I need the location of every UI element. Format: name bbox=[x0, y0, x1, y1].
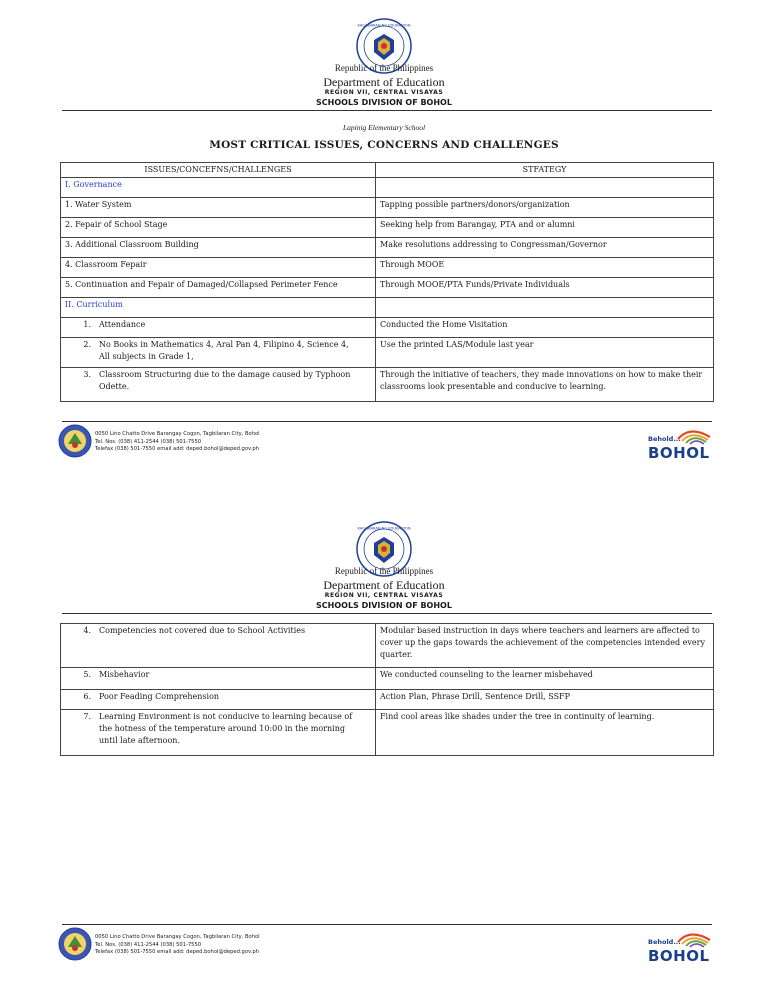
issue-cell bbox=[61, 338, 376, 368]
bohol-text: BOHOL bbox=[648, 947, 710, 965]
issue-cell bbox=[61, 668, 376, 690]
issue-text: Classroom Structuring due to the damage caused by Typhoon Odette. bbox=[99, 370, 351, 391]
table-row bbox=[61, 198, 714, 218]
page-2 bbox=[0, 503, 768, 1006]
section-row-governance bbox=[61, 178, 714, 198]
section-label: II. Curriculum bbox=[61, 298, 376, 318]
behold-bohol-logo bbox=[638, 425, 716, 461]
issue-cell: 1. Water System bbox=[61, 198, 376, 218]
issue-text: No Books in Mathematics 4, Aral Pan 4, Filipino 4, Science 4, All subjects in Grade 1, bbox=[99, 340, 349, 361]
strategy-cell: Make resolutions addressing to Congressman/Governor bbox=[376, 238, 714, 258]
issue-cell: 4. Classroom Fepair bbox=[61, 258, 376, 278]
table-row bbox=[61, 318, 714, 338]
table-row bbox=[61, 668, 714, 690]
header-divider bbox=[62, 110, 712, 111]
table-row bbox=[61, 710, 714, 756]
issue-text: Competencies not covered due to School Activities bbox=[99, 626, 306, 635]
empty-cell bbox=[376, 178, 714, 198]
behold-text: Behold... bbox=[648, 938, 681, 946]
strategy-cell: Conducted the Home Visitation bbox=[376, 318, 714, 338]
strategy-cell: Use the printed LAS/Module last year bbox=[376, 338, 714, 368]
document-title: MOST CRITICAL ISSUES, CONCERNS AND CHALLENGES bbox=[209, 139, 559, 151]
issue-cell: 2. Fepair of School Stage bbox=[61, 218, 376, 238]
column-header-issues: ISSUES/CONCEFNS/CHALLENGES bbox=[61, 163, 376, 178]
issue-text: Poor Feading Comprehension bbox=[99, 692, 220, 701]
issue-cell bbox=[61, 368, 376, 402]
strategy-cell: Modular based instruction in days where teachers and learners are affected to cover up the gaps towards the achievement of the competencies intended every quarter. bbox=[376, 624, 714, 668]
header-division: SCHOOLS DIVISION OF BOHOL bbox=[316, 601, 452, 610]
issues-table bbox=[60, 162, 714, 402]
footer-address: 0050 Lino Chatto Drive Barangay Cogon, Tagbilaran City, Bohol bbox=[95, 431, 260, 437]
header-region: REGION VII, CENTRAL VISAYAS bbox=[324, 89, 444, 96]
behold-bohol-logo bbox=[638, 928, 716, 964]
footer-divider bbox=[62, 924, 712, 925]
header-department: Department of Education bbox=[323, 578, 445, 592]
issues-table-continued bbox=[60, 623, 714, 756]
header-department: Department of Education bbox=[323, 75, 445, 89]
footer-tel: Tel. Nos. (038) 411-2544 (038) 501-7550 bbox=[95, 941, 202, 948]
strategy-cell: Through MOOE bbox=[376, 258, 714, 278]
table-row bbox=[61, 258, 714, 278]
footer-contact bbox=[95, 431, 260, 454]
header-divider bbox=[62, 613, 712, 614]
row-number: 5. bbox=[83, 670, 91, 679]
footer-divider bbox=[62, 421, 712, 422]
row-number: 4. bbox=[83, 626, 91, 635]
division-seal-icon bbox=[58, 424, 92, 458]
column-header-strategy: STFATEGY bbox=[376, 163, 714, 178]
strategy-cell: Find cool areas like shades under the tree in continuity of learning. bbox=[376, 710, 714, 756]
table-row bbox=[61, 278, 714, 298]
footer-tel: Tel. Nos. (038) 411-2544 (038) 501-7550 bbox=[95, 438, 202, 445]
empty-cell bbox=[376, 298, 714, 318]
table-row bbox=[61, 238, 714, 258]
division-seal-icon bbox=[58, 927, 92, 961]
issue-cell: 3. Additional Classroom Building bbox=[61, 238, 376, 258]
strategy-cell: Through MOOE/PTA Funds/Private Individuals bbox=[376, 278, 714, 298]
row-number: 1. bbox=[83, 320, 91, 329]
strategy-cell: We conducted counseling to the learner misbehaved bbox=[376, 668, 714, 690]
issue-cell bbox=[61, 690, 376, 710]
footer-contact bbox=[95, 934, 260, 957]
strategy-cell: Tapping possible partners/donors/organization bbox=[376, 198, 714, 218]
table-row bbox=[61, 368, 714, 402]
header-republic: Republic of the Philippines bbox=[334, 566, 434, 576]
table-row bbox=[61, 624, 714, 668]
header-republic: Republic of the Philippines bbox=[334, 63, 434, 73]
table-row bbox=[61, 218, 714, 238]
header-division: SCHOOLS DIVISION OF BOHOL bbox=[316, 98, 452, 107]
section-row-curriculum bbox=[61, 298, 714, 318]
issue-cell: 5. Continuation and Fepair of Damaged/Collapsed Perimeter Fence bbox=[61, 278, 376, 298]
row-number: 6. bbox=[83, 692, 91, 701]
header-region: REGION VII, CENTRAL VISAYAS bbox=[324, 592, 444, 599]
strategy-cell: Action Plan, Phrase Drill, Sentence Drill, SSFP bbox=[376, 690, 714, 710]
footer-address: 0050 Lino Chatto Drive Barangay Cogon, Tagbilaran City, Bohol bbox=[95, 934, 260, 940]
section-label: I. Governance bbox=[61, 178, 376, 198]
bohol-text: BOHOL bbox=[648, 444, 710, 462]
school-name: Lapinig Elementary School bbox=[342, 123, 426, 132]
issue-cell bbox=[61, 710, 376, 756]
issue-cell bbox=[61, 318, 376, 338]
table-header-row bbox=[61, 163, 714, 178]
behold-text: Behold... bbox=[648, 435, 681, 443]
table-row bbox=[61, 690, 714, 710]
issue-text: Misbehavior bbox=[99, 670, 150, 679]
row-number: 3. bbox=[83, 370, 91, 379]
svg-text:KAGAWARAN NG EDUKASYON: KAGAWARAN NG EDUKASYON bbox=[357, 526, 411, 531]
strategy-cell: Seeking help from Barangay, PTA and or alumni bbox=[376, 218, 714, 238]
footer-telefax: Telefax (038) 501-7550 email add: deped.bohol@deped.gov.ph bbox=[95, 446, 259, 452]
issue-text: Attendance bbox=[99, 320, 146, 329]
footer-telefax: Telefax (038) 501-7550 email add: deped.bohol@deped.gov.ph bbox=[95, 949, 259, 955]
svg-text:KAGAWARAN NG EDUKASYON: KAGAWARAN NG EDUKASYON bbox=[357, 23, 411, 28]
issue-text: Learning Environment is not conducive to learning because of the hotness of the temperature around 10:00 in the morning until late afternoon. bbox=[99, 712, 353, 745]
strategy-cell: Through the initiative of teachers, they made innovations on how to make their classrooms look presentable and conducive to learning. bbox=[376, 368, 714, 402]
issue-cell bbox=[61, 624, 376, 668]
row-number: 7. bbox=[83, 712, 91, 721]
row-number: 2. bbox=[83, 340, 91, 349]
table-row bbox=[61, 338, 714, 368]
